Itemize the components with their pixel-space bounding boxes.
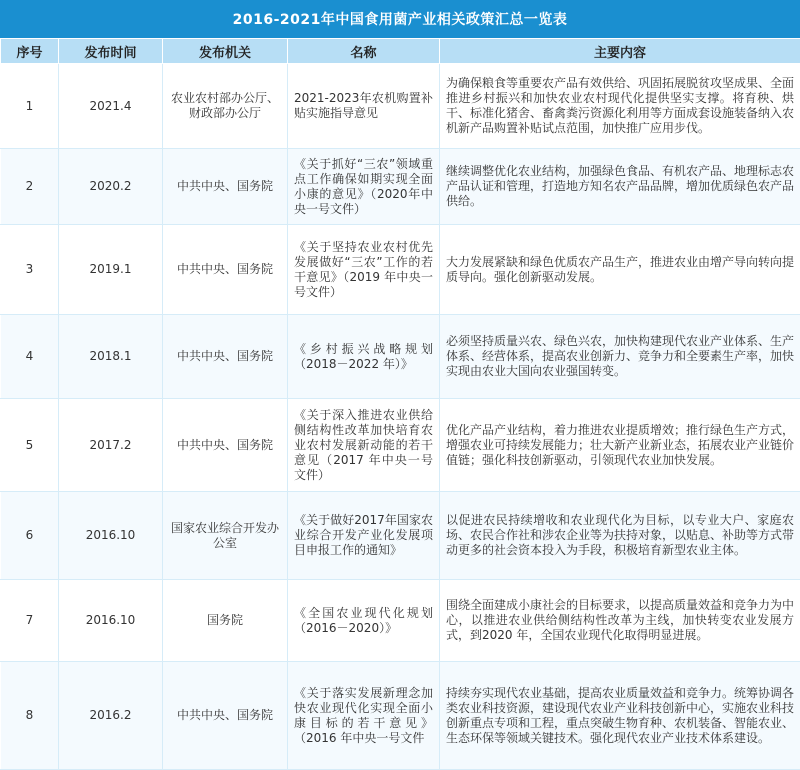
cell-content: 围绕全面建成小康社会的目标要求，以提高质量效益和竞争力为中心，以推进农业供给侧结构性改革为主线，加快转变农业发展方式，到2020 年，全国农业现代化取得明显进展。 [440,580,800,662]
header-num: 序号 [1,39,59,64]
cell-name: 2021-2023年农机购置补贴实施指导意见 [288,64,440,149]
cell-org: 中共中央、国务院 [163,315,288,399]
cell-content: 必须坚持质量兴农、绿色兴农，加快构建现代农业产业体系、生产体系、经营体系，提高农业创新力、竞争力和全要素生产率，加快实现由农业大国向农业强国转变。 [440,315,800,399]
cell-content: 继续调整优化农业结构，加强绿色食品、有机农产品、地理标志农产品认证和管理，打造地方知名农产品品牌，增加优质绿色农产品供给。 [440,149,800,225]
cell-org: 中共中央、国务院 [163,225,288,315]
cell-name: 《关于深入推进农业供给侧结构性改革加快培育农业农村发展新动能的若干意见（2017 年中央一号文件） [288,399,440,492]
cell-name: 《乡村振兴战略规划（2018－2022 年）》 [288,315,440,399]
table-row [1,662,800,770]
policy-table [0,38,800,770]
cell-num: 8 [1,662,59,770]
table-title: 2016-2021年中国食用菌产业相关政策汇总一览表 [0,0,800,38]
cell-date: 2016.10 [59,492,163,580]
cell-org: 中共中央、国务院 [163,662,288,770]
cell-name: 《关于做好2017年国家农业综合开发产业化发展项目申报工作的通知》 [288,492,440,580]
cell-num: 7 [1,580,59,662]
cell-org: 国务院 [163,580,288,662]
table-row [1,492,800,580]
cell-org: 中共中央、国务院 [163,399,288,492]
cell-date: 2019.1 [59,225,163,315]
cell-content: 为确保粮食等重要农产品有效供给、巩固拓展脱贫攻坚成果、全面推进乡村振兴和加快农业农村现代化提供坚实支撑。将育秧、烘干、标准化猪舍、畜禽粪污资源化利用等方面成套设施装备纳入农机新产品购置补贴试点范围，加快推广应用步伐。 [440,64,800,149]
header-row [1,39,800,64]
table-row [1,149,800,225]
cell-num: 1 [1,64,59,149]
cell-org: 国家农业综合开发办公室 [163,492,288,580]
table-row [1,64,800,149]
cell-date: 2020.2 [59,149,163,225]
cell-num: 3 [1,225,59,315]
cell-num: 6 [1,492,59,580]
cell-num: 5 [1,399,59,492]
cell-content: 持续夯实现代农业基础，提高农业质量效益和竞争力。统筹协调各类农业科技资源，建设现代农业产业科技创新中心，实施农业科技创新重点专项和工程，重点突破生物育种、农机装备、智能农业、生态环保等领域关键技术。强化现代农业产业技术体系建设。 [440,662,800,770]
cell-name: 《关于抓好“三农”领域重点工作确保如期实现全面小康的意见》（2020年中央一号文件） [288,149,440,225]
cell-date: 2017.2 [59,399,163,492]
table-row [1,580,800,662]
header-org: 发布机关 [163,39,288,64]
cell-content: 大力发展紧缺和绿色优质农产品生产，推进农业由增产导向转向提质导向。强化创新驱动发展。 [440,225,800,315]
cell-name: 《关于坚持农业农村优先发展做好“三农”工作的若干意见》（2019 年中央一号文件） [288,225,440,315]
cell-org: 中共中央、国务院 [163,149,288,225]
cell-date: 2016.2 [59,662,163,770]
table-row [1,399,800,492]
cell-name: 《全国农业现代化规划（2016－2020）》 [288,580,440,662]
table-row [1,225,800,315]
header-content: 主要内容 [440,39,800,64]
cell-num: 2 [1,149,59,225]
cell-date: 2016.10 [59,580,163,662]
cell-num: 4 [1,315,59,399]
header-date: 发布时间 [59,39,163,64]
cell-date: 2021.4 [59,64,163,149]
cell-org: 农业农村部办公厅、财政部办公厅 [163,64,288,149]
cell-date: 2018.1 [59,315,163,399]
cell-content: 优化产品产业结构，着力推进农业提质增效；推行绿色生产方式，增强农业可持续发展能力；壮大新产业新业态，拓展农业产业链价值链；强化科技创新驱动，引领现代农业加快发展。 [440,399,800,492]
table-row [1,315,800,399]
header-name: 名称 [288,39,440,64]
cell-name: 《关于落实发展新理念加快农业现代化实现全面小康目标的若干意见》（2016 年中央一号文件 [288,662,440,770]
cell-content: 以促进农民持续增收和农业现代化为目标，以专业大户、家庭农场、农民合作社和涉农企业等为扶持对象，以贴息、补助等方式带动更多的社会资本投入为手段，积极培育新型农业主体。 [440,492,800,580]
